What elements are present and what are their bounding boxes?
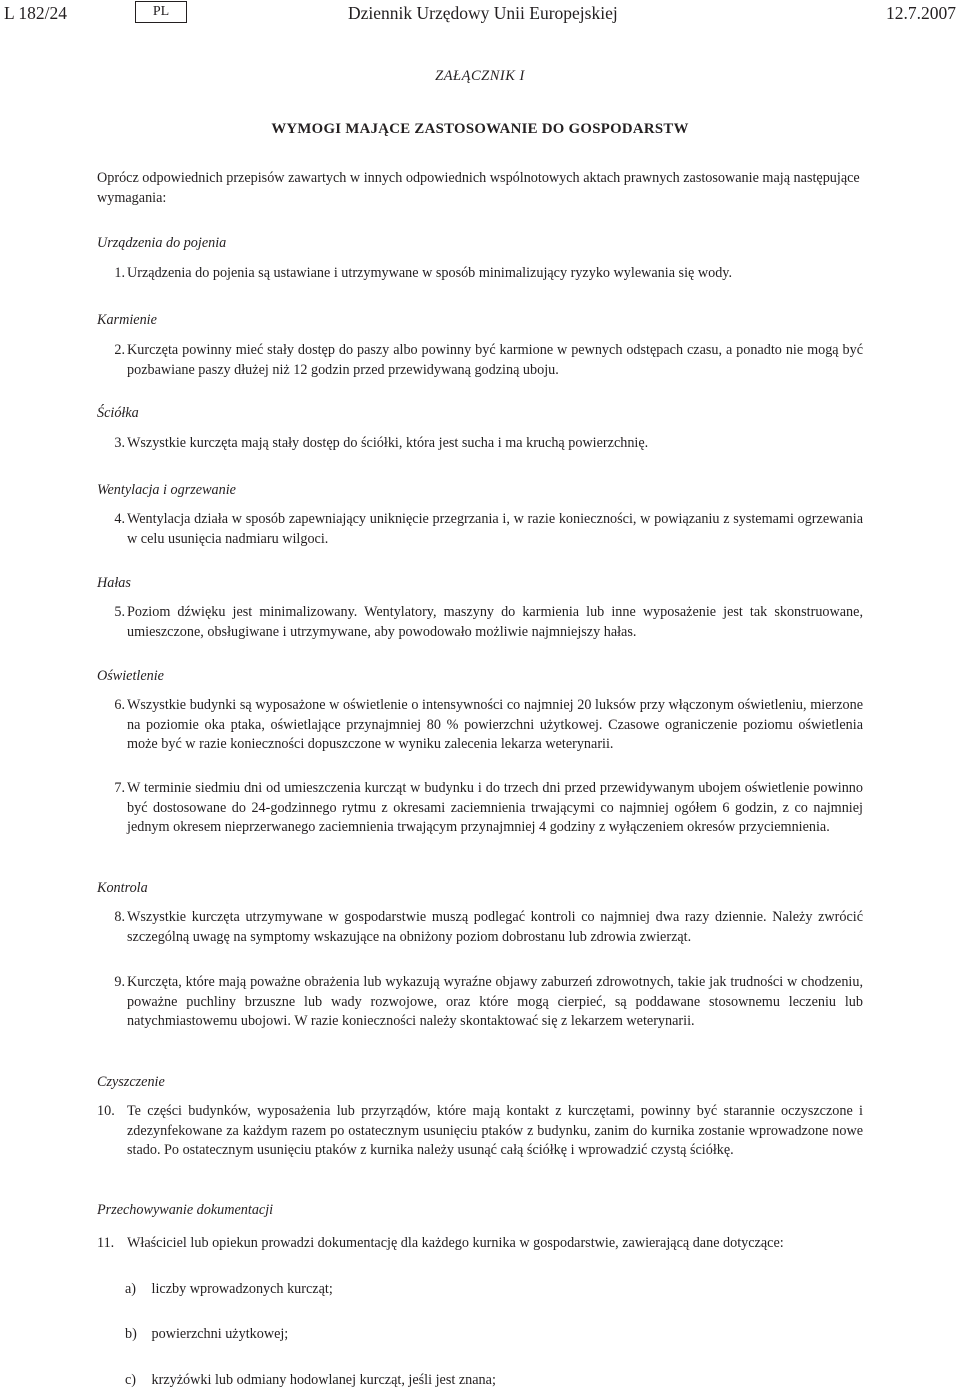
sub-item-text: krzyżówki lub odmiany hodowlanej kurcząt, jeśli jest znana; (151, 1372, 496, 1388)
list-item (97, 1102, 863, 1161)
item-number: 3. (114, 435, 125, 451)
item-text: Kurczęta powinny mieć stały dostęp do paszy albo powinny być karmione w pewnych odstępach czasu, a ponadto nie mogą być pozbawiane paszy dłużej niż 12 godzin przed przewidywaną godziną uboju. (127, 342, 863, 378)
publication-date: 12.7.2007 (886, 3, 956, 23)
section-heading: Oświetlenie (97, 668, 164, 684)
list-item (97, 434, 863, 454)
item-number: 8. (114, 909, 125, 925)
item-number: 9. (114, 974, 125, 990)
section-heading: Ściółka (97, 405, 139, 421)
item-number: 5. (114, 604, 125, 620)
list-item (97, 908, 863, 947)
item-number: 2. (114, 342, 125, 358)
item-text: Wentylacja działa w sposób zapewniający uniknięcie przegrzania i, w razie konieczności, w powiązaniu z systemami ogrzewania w celu usunięcia nadmiaru wilgoci. (127, 511, 863, 547)
page-header (0, 0, 960, 26)
language-badge: PL (135, 1, 187, 23)
section-heading: Wentylacja i ogrzewanie (97, 482, 236, 498)
page-reference: L 182/24 (4, 3, 68, 23)
sub-item-label: b) (125, 1326, 137, 1342)
sub-item-text: powierzchni użytkowej; (151, 1326, 289, 1342)
main-title: WYMOGI MAJĄCE ZASTOSOWANIE DO GOSPODARSTW (271, 121, 689, 137)
item-number: 6. (114, 697, 125, 713)
section-heading: Urządzenia do pojenia (97, 235, 227, 251)
section-heading: Czyszczenie (97, 1074, 165, 1090)
item-text: Te części budynków, wyposażenia lub przyrządów, które mają kontakt z kurczętami, powinny być starannie oczyszczone i zdezynfekowane za każdym razem po ostatecznym usunięciu ptaków z budynku, zanim do kurnika zostanie wprowadzone nowe stado. Po ostatecznym usunięciu ptaków z kurnika należy usunąć całą ściółkę i wprowadzić czystą ściółkę. (127, 1103, 863, 1158)
item-number: 4. (114, 511, 125, 527)
item-text: Wszystkie kurczęta utrzymywane w gospodarstwie muszą podlegać kontroli co najmniej dwa razy dziennie. Należy zwrócić szczególną uwagę na symptomy wskazujące na obniżony poziom dobrostanu lub zdrowia zwierząt. (127, 909, 863, 945)
item-text: Właściciel lub opiekun prowadzi dokumentację dla każdego kurnika w gospodarstwie, zawierającą dane dotyczące: (127, 1235, 784, 1251)
section-heading: Kontrola (97, 880, 148, 896)
list-item (97, 973, 863, 1032)
list-item (97, 341, 863, 380)
list-item (97, 603, 863, 642)
item-number: 10. (97, 1103, 115, 1119)
section-heading: Przechowywanie dokumentacji (97, 1202, 274, 1218)
annex-title: ZAŁĄCZNIK I (435, 68, 525, 84)
intro-paragraph: Oprócz odpowiednich przepisów zawartych w innych odpowiednich wspólnotowych aktach prawnych zastosowanie mają następujące wymagania: (97, 170, 860, 206)
item-number: 7. (114, 780, 125, 796)
item-text: Poziom dźwięku jest minimalizowany. Wentylatory, maszyny do karmienia lub inne wyposażenie jest tak skonstruowane, umieszczone, obsługiwane i utrzymywane, aby powodowało możliwie najmniejszy hałas. (127, 604, 863, 640)
section-heading: Hałas (97, 575, 131, 591)
sub-list-item (125, 1280, 865, 1300)
list-item (97, 264, 863, 284)
list-item (97, 1234, 863, 1254)
item-text: W terminie siedmiu dni od umieszczenia kurcząt w budynku i do trzech dni przed przewidywanym ubojem oświetlenie powinno być dostosowane do 24-godzinnego rytmu z okresami zaciemnienia trwającymi co najmniej ogółem 6 godzin, z co najmniej jednym okresem nieprzerwanego zaciemnienia trwającym przynajmniej 4 godziny z wyłączeniem okresów przyciemnienia. (127, 780, 863, 835)
journal-title: Dziennik Urzędowy Unii Europejskiej (348, 3, 618, 23)
list-item (97, 779, 863, 838)
item-text: Wszystkie budynki są wyposażone w oświetlenie o intensywności co najmniej 20 luksów przy włączonym oświetleniu, mierzone na poziomie oka ptaka, oświetlające przynajmniej 80 % powierzchni użytkowej. Czasowe ograniczenie poziomu oświetlenia może być w razie konieczności dopuszczone w wyniku zalecenia lekarza weterynarii. (127, 697, 863, 752)
section-heading: Karmienie (97, 312, 157, 328)
sub-list-item (125, 1325, 865, 1345)
list-item (97, 510, 863, 549)
item-text: Wszystkie kurczęta mają stały dostęp do ściółki, która jest sucha i ma kruchą powierzchnię. (127, 435, 649, 451)
item-number: 11. (97, 1235, 115, 1251)
item-number: 1. (114, 265, 125, 281)
item-text: Kurczęta, które mają poważne obrażenia lub wykazują wyraźne objawy zaburzeń zdrowotnych, takie jak trudności w chodzeniu, poważne puchliny brzuszne lub wady rozwojowe, oraz które mogą cierpieć, są poddawane stosownemu leczeniu lub natychmiastowemu ubojowi. W razie konieczności należy skontaktować się z lekarzem weterynarii. (127, 974, 863, 1029)
item-text: Urządzenia do pojenia są ustawiane i utrzymywane w sposób minimalizujący ryzyko wylewania się wody. (127, 265, 733, 281)
sub-item-label: c) (125, 1372, 137, 1388)
list-item (97, 696, 863, 755)
sub-item-text: liczby wprowadzonych kurcząt; (151, 1281, 333, 1297)
sub-list-item (125, 1371, 865, 1391)
sub-item-label: a) (125, 1281, 137, 1297)
